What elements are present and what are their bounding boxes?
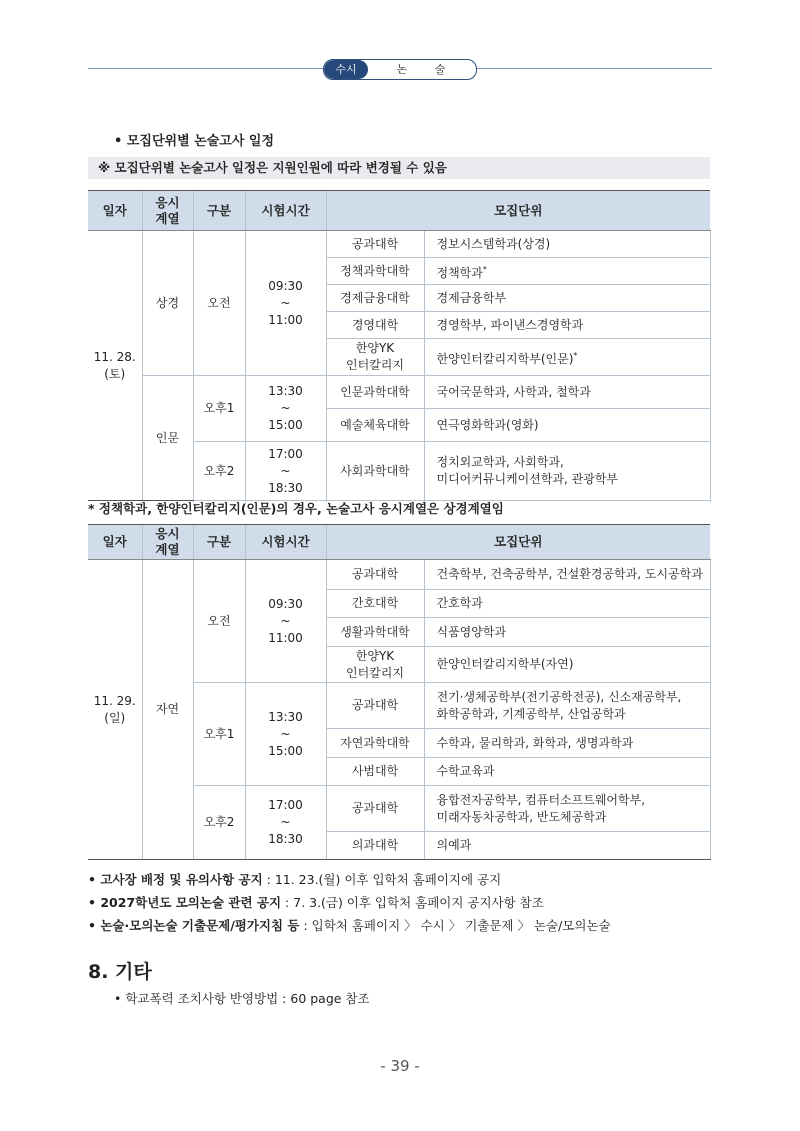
college-cell: 생활과학대학 (326, 618, 424, 647)
col-session: 구분 (193, 191, 245, 231)
college-cell: 공과대학 (326, 560, 424, 590)
college-cell: 사회과학대학 (326, 442, 424, 501)
page-number: - 39 - (380, 1057, 420, 1075)
session-cell: 오전 (193, 560, 245, 683)
header-title: 논 술 (396, 63, 458, 76)
session-cell: 오전 (193, 231, 245, 376)
unit-cell: 경제금융학부 (424, 285, 710, 312)
college-cell: 공과대학 (326, 231, 424, 258)
college-cell: 자연과학대학 (326, 729, 424, 758)
time-cell: 17:00 ~ 18:30 (245, 786, 326, 860)
col-date: 일자 (88, 525, 142, 560)
col-track: 응시 계열 (142, 525, 193, 560)
bullet-past-papers (88, 916, 611, 934)
college-cell: 정책과학대학 (326, 258, 424, 285)
bullet-label: 2027학년도 모의논술 관련 공지 (100, 895, 282, 910)
col-time: 시험시간 (245, 525, 326, 560)
unit-cell: 융합전자공학부, 컴퓨터소프트웨어학부, 미래자동차공학과, 반도체공학과 (424, 786, 710, 832)
unit-cell: 국어국문학과, 사학과, 철학과 (424, 376, 710, 409)
date-cell: 11. 28. (토) (88, 231, 142, 501)
col-unit: 모집단위 (326, 525, 710, 560)
unit-cell: 간호학과 (424, 590, 710, 618)
unit-cell: 수학교육과 (424, 758, 710, 786)
college-cell: 예술체육대학 (326, 409, 424, 442)
time-cell: 09:30 ~ 11:00 (245, 560, 326, 683)
time-cell: 09:30 ~ 11:00 (245, 231, 326, 376)
track-cell: 상경 (142, 231, 193, 376)
date-cell: 11. 29. (일) (88, 560, 142, 860)
unit-cell: 정치외교학과, 사회학과, 미디어커뮤니케이션학과, 관광학부 (424, 442, 710, 501)
bullet-text: : 입학처 홈페이지 〉 수시 〉 기출문제 〉 논술/모의논술 (299, 918, 611, 933)
time-cell: 13:30 ~ 15:00 (245, 683, 326, 786)
college-cell: 의과대학 (326, 832, 424, 860)
college-cell: 사범대학 (326, 758, 424, 786)
header-tag: 수시 (324, 60, 368, 79)
track-cell: 인문 (142, 376, 193, 501)
unit-cell: 정책학과* (424, 258, 710, 285)
session-cell: 오후1 (193, 683, 245, 786)
bullet-exam-room (88, 870, 501, 888)
unit-cell: 연극영화학과(영화) (424, 409, 710, 442)
college-cell: 인문과학대학 (326, 376, 424, 409)
unit-cell: 한양인터칼리지학부(인문)* (424, 339, 710, 376)
schedule-table-nov29 (88, 524, 711, 860)
bullet-label: 논술·모의논술 기출문제/평가지침 등 (100, 918, 300, 933)
section-heading: 8. 기타 (88, 961, 152, 983)
college-cell: 한양YK 인터칼리지 (326, 339, 424, 376)
session-cell: 오후2 (193, 786, 245, 860)
unit-cell: 식품영양학과 (424, 618, 710, 647)
col-time: 시험시간 (245, 191, 326, 231)
col-session: 구분 (193, 525, 245, 560)
bullet-mock-notice (88, 893, 544, 911)
session-cell: 오후2 (193, 442, 245, 501)
track-cell: 자연 (142, 560, 193, 860)
session-cell: 오후1 (193, 376, 245, 442)
header-rule-right (476, 68, 712, 69)
unit-cell: 경영학부, 파이낸스경영학과 (424, 312, 710, 339)
bullet-text: : 7. 3.(금) 이후 입학처 홈페이지 공지사항 참조 (281, 895, 544, 910)
col-track: 응시 계열 (142, 191, 193, 231)
college-cell: 경영대학 (326, 312, 424, 339)
time-cell: 13:30 ~ 15:00 (245, 376, 326, 442)
footnote: * 정책학과, 한양인터칼리지(인문)의 경우, 논술고사 응시계열은 상경계열임 (88, 501, 504, 516)
footnote-marker: * (482, 264, 487, 274)
sub-item: • 학교폭력 조치사항 반영방법 : 60 page 참조 (114, 989, 370, 1007)
col-unit: 모집단위 (326, 191, 710, 231)
college-cell: 한양YK 인터칼리지 (326, 647, 424, 683)
footnote-marker: * (573, 350, 578, 360)
header-rule-left (88, 68, 324, 69)
header-tab (323, 59, 477, 80)
time-cell: 17:00 ~ 18:30 (245, 442, 326, 501)
unit-cell: 수학과, 물리학과, 화학과, 생명과학과 (424, 729, 710, 758)
unit-cell: 전기·생체공학부(전기공학전공), 신소재공학부, 화학공학과, 기계공학부, 산업공학과 (424, 683, 710, 729)
unit-cell: 한양인터칼리지학부(자연) (424, 647, 710, 683)
college-cell: 공과대학 (326, 683, 424, 729)
college-cell: 경제금융대학 (326, 285, 424, 312)
unit-cell: 건축학부, 건축공학부, 건설환경공학과, 도시공학과 (424, 560, 710, 590)
section-bullet-title: • 모집단위별 논술고사 일정 (114, 130, 274, 149)
unit-cell: 정보시스템학과(상경) (424, 231, 710, 258)
bullet-label: 고사장 배정 및 유의사항 공지 (100, 872, 263, 887)
unit-cell: 의예과 (424, 832, 710, 860)
col-date: 일자 (88, 191, 142, 231)
college-cell: 공과대학 (326, 786, 424, 832)
bullet-text: : 11. 23.(월) 이후 입학처 홈페이지에 공지 (262, 872, 502, 887)
college-cell: 간호대학 (326, 590, 424, 618)
schedule-table-nov28 (88, 190, 711, 501)
schedule-note: ※ 모집단위별 논술고사 일정은 지원인원에 따라 변경될 수 있음 (88, 157, 710, 179)
